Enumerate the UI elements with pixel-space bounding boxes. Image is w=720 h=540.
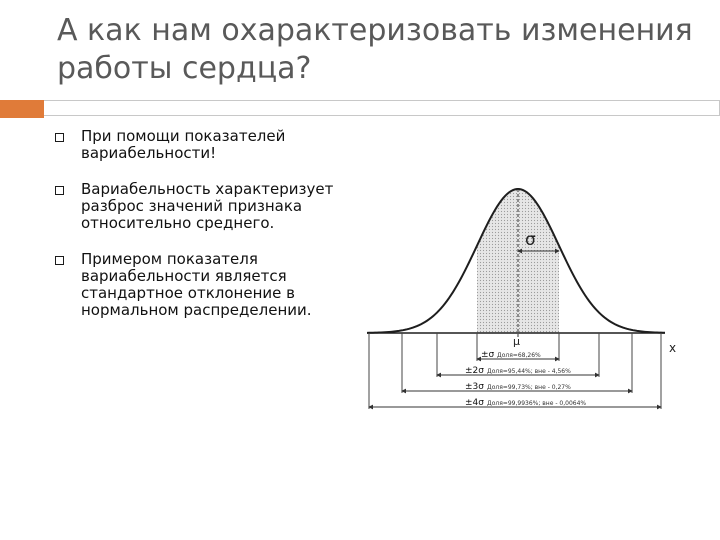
normal-distribution-diagram bbox=[365, 183, 689, 413]
bullet-text: Примером показателя вариабельности является стандартное отклонение в нормальном распределении. bbox=[81, 250, 312, 319]
bullet-text: Вариабельность характеризует разброс значений признака относительно среднего. bbox=[81, 180, 334, 232]
band-2-caption: Доля=95,44%; вне - 4,56% bbox=[487, 368, 571, 375]
band-4-caption: Доля=99,9936%; вне - 0,0064% bbox=[487, 400, 587, 407]
square-bullet-icon bbox=[55, 256, 64, 265]
bullet-text: При помощи показателей вариабельности! bbox=[81, 127, 286, 162]
band-1-caption: Доля=68,26% bbox=[497, 352, 541, 359]
band-2-multiplier: ±2σ bbox=[465, 366, 484, 376]
band-4-multiplier: ±4σ bbox=[465, 398, 484, 408]
bullet-item bbox=[55, 181, 345, 232]
band-1-multiplier: ±σ bbox=[481, 350, 495, 360]
bullet-item bbox=[55, 128, 345, 162]
sigma-label: σ bbox=[525, 230, 536, 250]
bullet-item bbox=[55, 251, 345, 319]
normal-distribution-figure bbox=[365, 183, 689, 413]
square-bullet-icon bbox=[55, 133, 64, 142]
title-divider bbox=[44, 100, 720, 116]
slide-title: А как нам охарактеризовать изменения работы сердца? bbox=[57, 13, 693, 86]
title-accent-bar bbox=[0, 100, 44, 118]
band-3-caption: Доля=99,73%; вне - 0,27% bbox=[487, 384, 571, 391]
mu-label: μ bbox=[513, 335, 520, 348]
band-3-multiplier: ±3σ bbox=[465, 382, 484, 392]
x-axis-label: x bbox=[669, 341, 677, 355]
square-bullet-icon bbox=[55, 186, 64, 195]
bullet-list bbox=[55, 128, 345, 319]
